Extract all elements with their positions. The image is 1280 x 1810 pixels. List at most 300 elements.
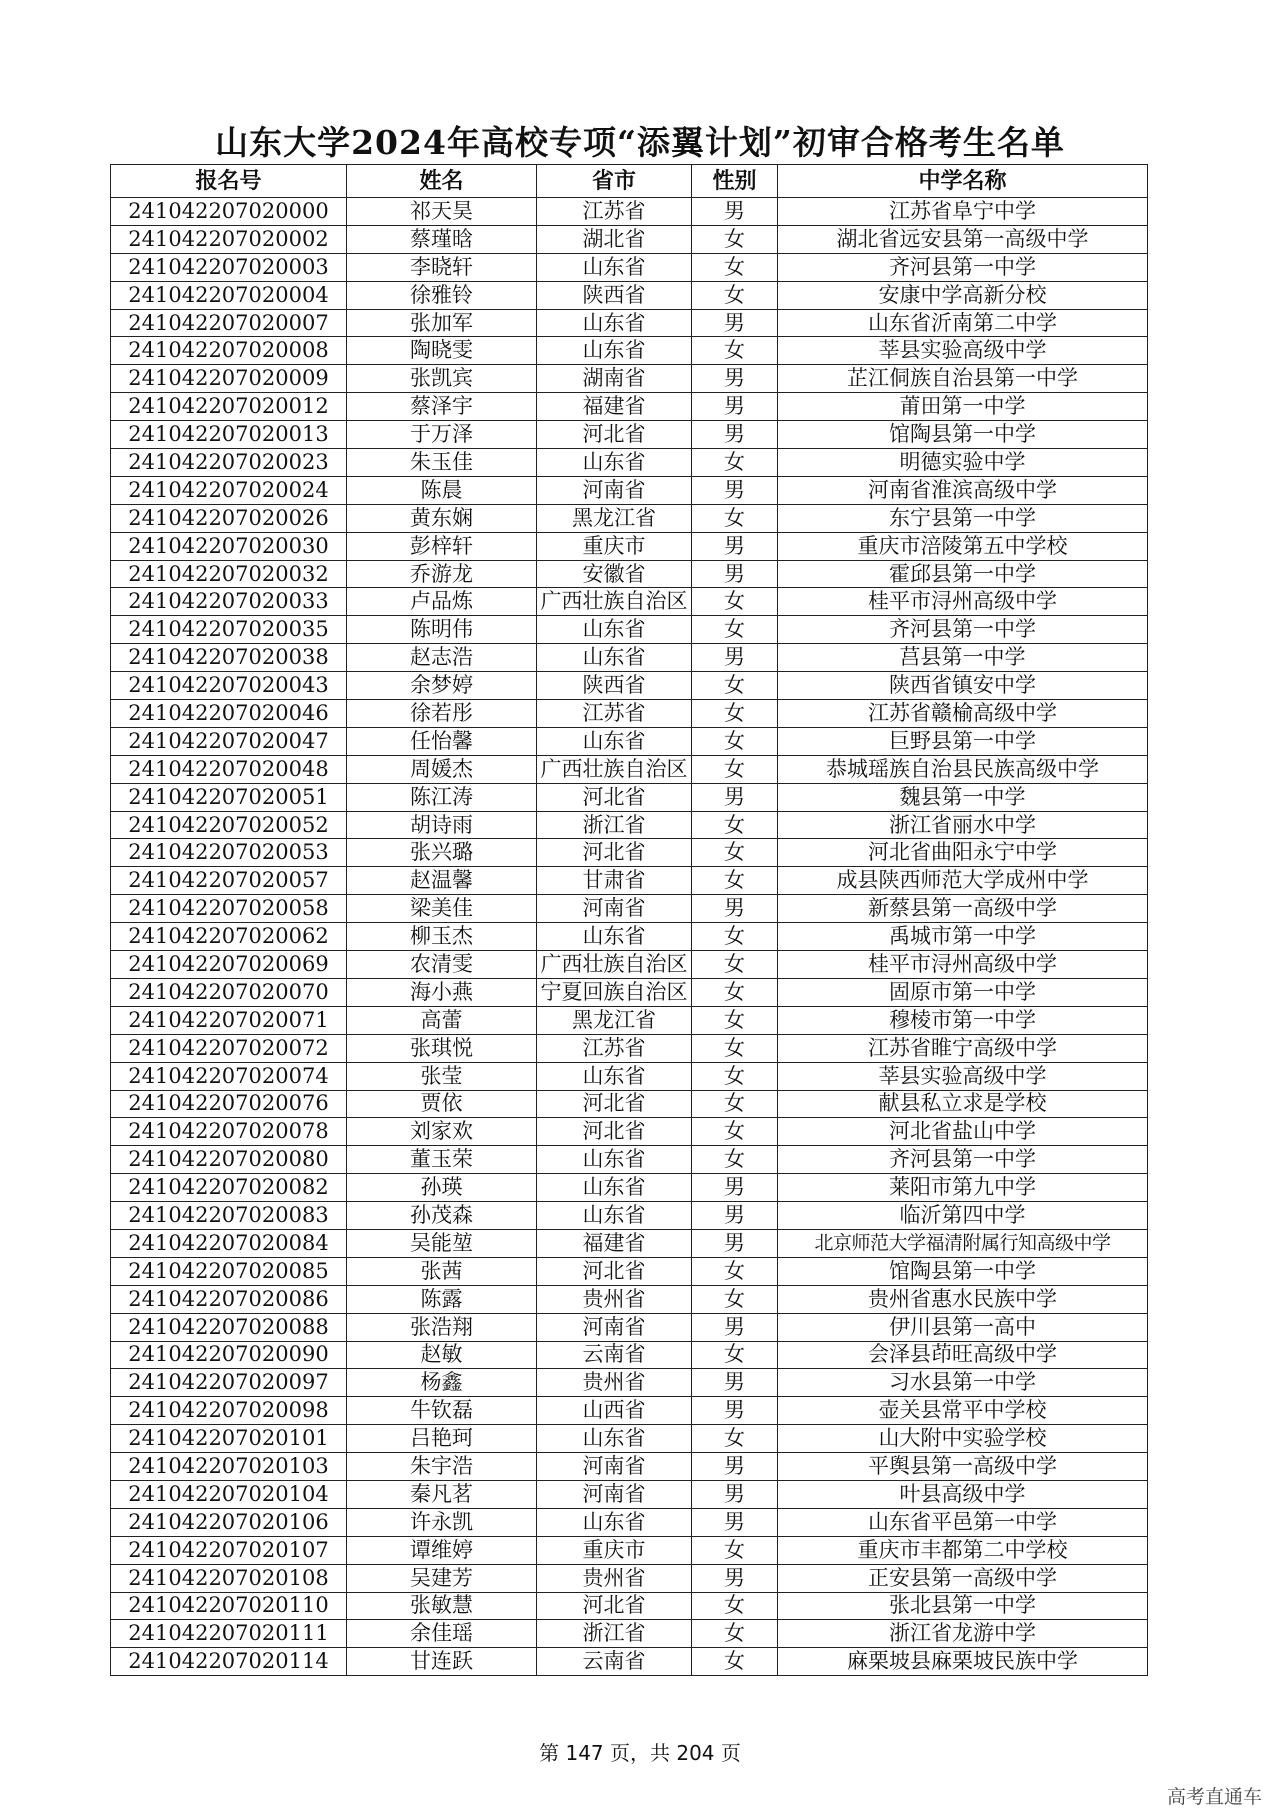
table-row xyxy=(111,616,1148,644)
cell-registration-no: 241042207020085 xyxy=(111,1257,347,1285)
cell-name: 朱玉佳 xyxy=(347,449,537,477)
cell-registration-no: 241042207020038 xyxy=(111,644,347,672)
table-row xyxy=(111,923,1148,951)
cell-gender: 男 xyxy=(692,309,778,337)
cell-registration-no: 241042207020107 xyxy=(111,1536,347,1564)
table-row xyxy=(111,811,1148,839)
cell-gender: 女 xyxy=(692,923,778,951)
cell-province: 山西省 xyxy=(537,1397,692,1425)
table-row xyxy=(111,1508,1148,1536)
cell-school: 正安县第一高级中学 xyxy=(778,1564,1148,1592)
table-row xyxy=(111,951,1148,979)
cell-school: 莱阳市第九中学 xyxy=(778,1174,1148,1202)
cell-name: 孙茂森 xyxy=(347,1202,537,1230)
cell-province: 重庆市 xyxy=(537,1536,692,1564)
table-row xyxy=(111,895,1148,923)
cell-province: 重庆市 xyxy=(537,532,692,560)
cell-name: 吕艳珂 xyxy=(347,1425,537,1453)
table-row xyxy=(111,393,1148,421)
table-row xyxy=(111,1313,1148,1341)
cell-name: 陈晨 xyxy=(347,476,537,504)
cell-gender: 男 xyxy=(692,532,778,560)
cell-name: 梁美佳 xyxy=(347,895,537,923)
cell-gender: 男 xyxy=(692,1174,778,1202)
table-row xyxy=(111,1564,1148,1592)
cell-school: 穆棱市第一中学 xyxy=(778,1006,1148,1034)
cell-name: 吴能堃 xyxy=(347,1229,537,1257)
cell-registration-no: 241042207020009 xyxy=(111,365,347,393)
cell-school: 山大附中实验学校 xyxy=(778,1425,1148,1453)
cell-registration-no: 241042207020026 xyxy=(111,504,347,532)
cell-gender: 男 xyxy=(692,421,778,449)
cell-gender: 女 xyxy=(692,449,778,477)
cell-school: 霍邱县第一中学 xyxy=(778,560,1148,588)
cell-school: 桂平市浔州高级中学 xyxy=(778,588,1148,616)
cell-school: 河北省盐山中学 xyxy=(778,1118,1148,1146)
cell-gender: 女 xyxy=(692,1341,778,1369)
cell-registration-no: 241042207020076 xyxy=(111,1090,347,1118)
cell-name: 农清雯 xyxy=(347,951,537,979)
cell-name: 任怡馨 xyxy=(347,727,537,755)
cell-province: 山东省 xyxy=(537,644,692,672)
cell-province: 贵州省 xyxy=(537,1285,692,1313)
cell-province: 江苏省 xyxy=(537,1034,692,1062)
column-header-name: 姓名 xyxy=(347,165,537,198)
cell-registration-no: 241042207020032 xyxy=(111,560,347,588)
cell-registration-no: 241042207020033 xyxy=(111,588,347,616)
cell-gender: 女 xyxy=(692,253,778,281)
cell-name: 陈江涛 xyxy=(347,783,537,811)
column-header-gender: 性别 xyxy=(692,165,778,198)
cell-name: 张敏慧 xyxy=(347,1592,537,1620)
cell-gender: 男 xyxy=(692,1229,778,1257)
cell-name: 张凯宾 xyxy=(347,365,537,393)
cell-gender: 男 xyxy=(692,895,778,923)
cell-province: 贵州省 xyxy=(537,1564,692,1592)
table-body xyxy=(111,198,1148,1676)
cell-name: 赵志浩 xyxy=(347,644,537,672)
cell-gender: 男 xyxy=(692,1313,778,1341)
cell-registration-no: 241042207020104 xyxy=(111,1480,347,1508)
cell-registration-no: 241042207020098 xyxy=(111,1397,347,1425)
cell-province: 山东省 xyxy=(537,1425,692,1453)
cell-name: 祁天昊 xyxy=(347,198,537,226)
table-row xyxy=(111,253,1148,281)
cell-gender: 女 xyxy=(692,1118,778,1146)
cell-gender: 男 xyxy=(692,1564,778,1592)
cell-registration-no: 241042207020007 xyxy=(111,309,347,337)
cell-name: 刘家欢 xyxy=(347,1118,537,1146)
table-row xyxy=(111,476,1148,504)
cell-name: 吴建芳 xyxy=(347,1564,537,1592)
table-row xyxy=(111,588,1148,616)
cell-gender: 女 xyxy=(692,1006,778,1034)
table-row xyxy=(111,1369,1148,1397)
cell-province: 河南省 xyxy=(537,1480,692,1508)
cell-school: 禹城市第一中学 xyxy=(778,923,1148,951)
cell-name: 朱宇浩 xyxy=(347,1453,537,1481)
table-row xyxy=(111,365,1148,393)
table-row xyxy=(111,1006,1148,1034)
table-row xyxy=(111,1480,1148,1508)
table-row xyxy=(111,1620,1148,1648)
cell-registration-no: 241042207020074 xyxy=(111,1062,347,1090)
cell-school: 浙江省龙游中学 xyxy=(778,1620,1148,1648)
cell-gender: 男 xyxy=(692,1508,778,1536)
cell-gender: 女 xyxy=(692,755,778,783)
cell-gender: 女 xyxy=(692,1062,778,1090)
cell-province: 云南省 xyxy=(537,1648,692,1676)
cell-school: 芷江侗族自治县第一中学 xyxy=(778,365,1148,393)
table-row xyxy=(111,1174,1148,1202)
cell-province: 山东省 xyxy=(537,1062,692,1090)
cell-school: 齐河县第一中学 xyxy=(778,616,1148,644)
cell-registration-no: 241042207020024 xyxy=(111,476,347,504)
cell-school: 莆田第一中学 xyxy=(778,393,1148,421)
table-row xyxy=(111,532,1148,560)
cell-name: 海小燕 xyxy=(347,978,537,1006)
table-row xyxy=(111,560,1148,588)
cell-registration-no: 241042207020052 xyxy=(111,811,347,839)
cell-registration-no: 241042207020002 xyxy=(111,225,347,253)
cell-province: 山东省 xyxy=(537,923,692,951)
cell-name: 张茜 xyxy=(347,1257,537,1285)
table-row xyxy=(111,198,1148,226)
cell-gender: 女 xyxy=(692,225,778,253)
cell-school: 新蔡县第一高级中学 xyxy=(778,895,1148,923)
column-header-province: 省市 xyxy=(537,165,692,198)
table-row xyxy=(111,1453,1148,1481)
cell-registration-no: 241042207020070 xyxy=(111,978,347,1006)
cell-school: 馆陶县第一中学 xyxy=(778,1257,1148,1285)
cell-province: 福建省 xyxy=(537,1229,692,1257)
table-row xyxy=(111,1034,1148,1062)
cell-registration-no: 241042207020086 xyxy=(111,1285,347,1313)
table-row xyxy=(111,1648,1148,1676)
cell-name: 牛钦磊 xyxy=(347,1397,537,1425)
table-row xyxy=(111,783,1148,811)
cell-gender: 女 xyxy=(692,1620,778,1648)
cell-gender: 女 xyxy=(692,700,778,728)
cell-province: 河北省 xyxy=(537,1090,692,1118)
cell-province: 黑龙江省 xyxy=(537,504,692,532)
cell-school: 恭城瑶族自治县民族高级中学 xyxy=(778,755,1148,783)
cell-registration-no: 241042207020003 xyxy=(111,253,347,281)
cell-registration-no: 241042207020004 xyxy=(111,281,347,309)
cell-registration-no: 241042207020023 xyxy=(111,449,347,477)
cell-registration-no: 241042207020062 xyxy=(111,923,347,951)
cell-registration-no: 241042207020097 xyxy=(111,1369,347,1397)
column-header-registration-no: 报名号 xyxy=(111,165,347,198)
cell-gender: 女 xyxy=(692,1034,778,1062)
cell-registration-no: 241042207020013 xyxy=(111,421,347,449)
cell-gender: 男 xyxy=(692,476,778,504)
cell-registration-no: 241042207020106 xyxy=(111,1508,347,1536)
table-row xyxy=(111,1257,1148,1285)
cell-registration-no: 241042207020114 xyxy=(111,1648,347,1676)
table-row xyxy=(111,1202,1148,1230)
cell-school: 齐河县第一中学 xyxy=(778,1146,1148,1174)
cell-school: 巨野县第一中学 xyxy=(778,727,1148,755)
cell-name: 陶晓雯 xyxy=(347,337,537,365)
table-row xyxy=(111,839,1148,867)
watermark: 高考直通车 xyxy=(1166,1786,1262,1808)
cell-province: 陕西省 xyxy=(537,281,692,309)
cell-gender: 男 xyxy=(692,1480,778,1508)
cell-school: 重庆市丰都第二中学校 xyxy=(778,1536,1148,1564)
table-row xyxy=(111,978,1148,1006)
cell-registration-no: 241042207020088 xyxy=(111,1313,347,1341)
cell-province: 广西壮族自治区 xyxy=(537,951,692,979)
cell-school: 会泽县茚旺高级中学 xyxy=(778,1341,1148,1369)
cell-school: 临沂第四中学 xyxy=(778,1202,1148,1230)
cell-gender: 男 xyxy=(692,198,778,226)
cell-gender: 男 xyxy=(692,393,778,421)
cell-name: 黄东娴 xyxy=(347,504,537,532)
cell-province: 山东省 xyxy=(537,616,692,644)
cell-gender: 女 xyxy=(692,951,778,979)
cell-registration-no: 241042207020030 xyxy=(111,532,347,560)
cell-school: 河北省曲阳永宁中学 xyxy=(778,839,1148,867)
cell-gender: 男 xyxy=(692,1202,778,1230)
cell-province: 河北省 xyxy=(537,1118,692,1146)
cell-province: 云南省 xyxy=(537,1341,692,1369)
cell-province: 陕西省 xyxy=(537,672,692,700)
cell-province: 浙江省 xyxy=(537,811,692,839)
cell-school: 张北县第一中学 xyxy=(778,1592,1148,1620)
cell-school: 莒县第一中学 xyxy=(778,644,1148,672)
cell-gender: 女 xyxy=(692,1648,778,1676)
table-row xyxy=(111,1592,1148,1620)
cell-school: 馆陶县第一中学 xyxy=(778,421,1148,449)
cell-gender: 女 xyxy=(692,672,778,700)
cell-name: 于万泽 xyxy=(347,421,537,449)
cell-province: 山东省 xyxy=(537,1202,692,1230)
cell-province: 贵州省 xyxy=(537,1369,692,1397)
cell-registration-no: 241042207020051 xyxy=(111,783,347,811)
cell-name: 蔡泽宇 xyxy=(347,393,537,421)
table-row xyxy=(111,1536,1148,1564)
cell-name: 张兴璐 xyxy=(347,839,537,867)
cell-name: 张加军 xyxy=(347,309,537,337)
cell-school: 齐河县第一中学 xyxy=(778,253,1148,281)
cell-school: 江苏省睢宁高级中学 xyxy=(778,1034,1148,1062)
cell-gender: 女 xyxy=(692,1090,778,1118)
cell-province: 山东省 xyxy=(537,1174,692,1202)
cell-province: 河北省 xyxy=(537,421,692,449)
cell-registration-no: 241042207020047 xyxy=(111,727,347,755)
cell-name: 胡诗雨 xyxy=(347,811,537,839)
cell-province: 河南省 xyxy=(537,476,692,504)
cell-gender: 女 xyxy=(692,839,778,867)
cell-province: 山东省 xyxy=(537,309,692,337)
cell-registration-no: 241042207020090 xyxy=(111,1341,347,1369)
cell-registration-no: 241042207020012 xyxy=(111,393,347,421)
cell-school: 东宁县第一中学 xyxy=(778,504,1148,532)
cell-name: 张琪悦 xyxy=(347,1034,537,1062)
cell-gender: 女 xyxy=(692,281,778,309)
cell-gender: 女 xyxy=(692,978,778,1006)
cell-name: 赵敏 xyxy=(347,1341,537,1369)
cell-province: 山东省 xyxy=(537,337,692,365)
cell-name: 许永凯 xyxy=(347,1508,537,1536)
cell-gender: 女 xyxy=(692,1425,778,1453)
table-row xyxy=(111,1090,1148,1118)
cell-school: 河南省淮滨高级中学 xyxy=(778,476,1148,504)
cell-school: 麻栗坡县麻栗坡民族中学 xyxy=(778,1648,1148,1676)
cell-school: 习水县第一中学 xyxy=(778,1369,1148,1397)
cell-school: 固原市第一中学 xyxy=(778,978,1148,1006)
cell-province: 河北省 xyxy=(537,783,692,811)
cell-registration-no: 241042207020069 xyxy=(111,951,347,979)
table-row xyxy=(111,755,1148,783)
cell-gender: 女 xyxy=(692,1285,778,1313)
cell-gender: 女 xyxy=(692,337,778,365)
table-row xyxy=(111,337,1148,365)
cell-province: 江苏省 xyxy=(537,700,692,728)
cell-registration-no: 241042207020084 xyxy=(111,1229,347,1257)
cell-province: 福建省 xyxy=(537,393,692,421)
table-row xyxy=(111,867,1148,895)
cell-name: 余佳瑶 xyxy=(347,1620,537,1648)
cell-name: 孙瑛 xyxy=(347,1174,537,1202)
cell-registration-no: 241042207020083 xyxy=(111,1202,347,1230)
cell-gender: 男 xyxy=(692,644,778,672)
cell-gender: 女 xyxy=(692,811,778,839)
cell-registration-no: 241042207020046 xyxy=(111,700,347,728)
table-row xyxy=(111,421,1148,449)
cell-registration-no: 241042207020048 xyxy=(111,755,347,783)
cell-gender: 女 xyxy=(692,1146,778,1174)
cell-registration-no: 241042207020000 xyxy=(111,198,347,226)
cell-name: 甘连跃 xyxy=(347,1648,537,1676)
column-header-school: 中学名称 xyxy=(778,165,1148,198)
cell-province: 广西壮族自治区 xyxy=(537,588,692,616)
cell-gender: 女 xyxy=(692,616,778,644)
cell-name: 乔游龙 xyxy=(347,560,537,588)
cell-school: 北京师范大学福清附属行知高级中学 xyxy=(778,1229,1148,1257)
cell-gender: 女 xyxy=(692,1257,778,1285)
cell-name: 卢品炼 xyxy=(347,588,537,616)
cell-province: 山东省 xyxy=(537,1508,692,1536)
cell-gender: 男 xyxy=(692,1453,778,1481)
cell-school: 伊川县第一高中 xyxy=(778,1313,1148,1341)
cell-school: 壶关县常平中学校 xyxy=(778,1397,1148,1425)
table-row xyxy=(111,1341,1148,1369)
cell-province: 浙江省 xyxy=(537,1620,692,1648)
cell-registration-no: 241042207020082 xyxy=(111,1174,347,1202)
cell-registration-no: 241042207020008 xyxy=(111,337,347,365)
cell-registration-no: 241042207020078 xyxy=(111,1118,347,1146)
table-row xyxy=(111,700,1148,728)
table-row xyxy=(111,449,1148,477)
cell-name: 李晓轩 xyxy=(347,253,537,281)
cell-name: 张莹 xyxy=(347,1062,537,1090)
cell-province: 山东省 xyxy=(537,727,692,755)
cell-registration-no: 241042207020108 xyxy=(111,1564,347,1592)
cell-school: 明德实验中学 xyxy=(778,449,1148,477)
cell-name: 陈明伟 xyxy=(347,616,537,644)
cell-province: 河北省 xyxy=(537,1257,692,1285)
candidate-table xyxy=(110,164,1148,1676)
cell-name: 余梦婷 xyxy=(347,672,537,700)
cell-school: 江苏省阜宁中学 xyxy=(778,198,1148,226)
cell-gender: 男 xyxy=(692,365,778,393)
table-row xyxy=(111,644,1148,672)
cell-province: 河北省 xyxy=(537,1592,692,1620)
cell-registration-no: 241042207020110 xyxy=(111,1592,347,1620)
cell-school: 重庆市涪陵第五中学校 xyxy=(778,532,1148,560)
cell-name: 秦凡茗 xyxy=(347,1480,537,1508)
cell-registration-no: 241042207020103 xyxy=(111,1453,347,1481)
cell-name: 柳玉杰 xyxy=(347,923,537,951)
cell-school: 贵州省惠水民族中学 xyxy=(778,1285,1148,1313)
cell-name: 周媛杰 xyxy=(347,755,537,783)
cell-school: 叶县高级中学 xyxy=(778,1480,1148,1508)
cell-gender: 男 xyxy=(692,1397,778,1425)
cell-gender: 女 xyxy=(692,588,778,616)
cell-registration-no: 241042207020053 xyxy=(111,839,347,867)
cell-registration-no: 241042207020111 xyxy=(111,1620,347,1648)
cell-gender: 男 xyxy=(692,783,778,811)
cell-gender: 女 xyxy=(692,727,778,755)
cell-gender: 女 xyxy=(692,1592,778,1620)
table-row xyxy=(111,281,1148,309)
cell-province: 湖北省 xyxy=(537,225,692,253)
cell-name: 陈露 xyxy=(347,1285,537,1313)
cell-school: 湖北省远安县第一高级中学 xyxy=(778,225,1148,253)
cell-school: 献县私立求是学校 xyxy=(778,1090,1148,1118)
cell-school: 平舆县第一高级中学 xyxy=(778,1453,1148,1481)
cell-school: 山东省平邑第一中学 xyxy=(778,1508,1148,1536)
cell-school: 莘县实验高级中学 xyxy=(778,1062,1148,1090)
table-row xyxy=(111,1229,1148,1257)
cell-province: 山东省 xyxy=(537,253,692,281)
cell-registration-no: 241042207020057 xyxy=(111,867,347,895)
table-row xyxy=(111,1062,1148,1090)
cell-gender: 男 xyxy=(692,560,778,588)
cell-name: 彭梓轩 xyxy=(347,532,537,560)
cell-province: 宁夏回族自治区 xyxy=(537,978,692,1006)
table-row xyxy=(111,1118,1148,1146)
cell-province: 河南省 xyxy=(537,1313,692,1341)
cell-name: 董玉荣 xyxy=(347,1146,537,1174)
cell-registration-no: 241042207020043 xyxy=(111,672,347,700)
cell-gender: 女 xyxy=(692,504,778,532)
cell-name: 徐若彤 xyxy=(347,700,537,728)
cell-gender: 女 xyxy=(692,1536,778,1564)
cell-school: 桂平市浔州高级中学 xyxy=(778,951,1148,979)
cell-name: 赵温馨 xyxy=(347,867,537,895)
cell-name: 蔡瑾晗 xyxy=(347,225,537,253)
cell-province: 山东省 xyxy=(537,1146,692,1174)
cell-school: 浙江省丽水中学 xyxy=(778,811,1148,839)
cell-province: 安徽省 xyxy=(537,560,692,588)
cell-province: 广西壮族自治区 xyxy=(537,755,692,783)
cell-registration-no: 241042207020035 xyxy=(111,616,347,644)
cell-registration-no: 241042207020101 xyxy=(111,1425,347,1453)
cell-gender: 男 xyxy=(692,1369,778,1397)
cell-registration-no: 241042207020071 xyxy=(111,1006,347,1034)
cell-name: 杨鑫 xyxy=(347,1369,537,1397)
cell-school: 安康中学高新分校 xyxy=(778,281,1148,309)
cell-school: 成县陕西师范大学成州中学 xyxy=(778,867,1148,895)
cell-province: 河南省 xyxy=(537,1453,692,1481)
cell-registration-no: 241042207020072 xyxy=(111,1034,347,1062)
cell-province: 河南省 xyxy=(537,895,692,923)
table-row xyxy=(111,1146,1148,1174)
table-row xyxy=(111,225,1148,253)
